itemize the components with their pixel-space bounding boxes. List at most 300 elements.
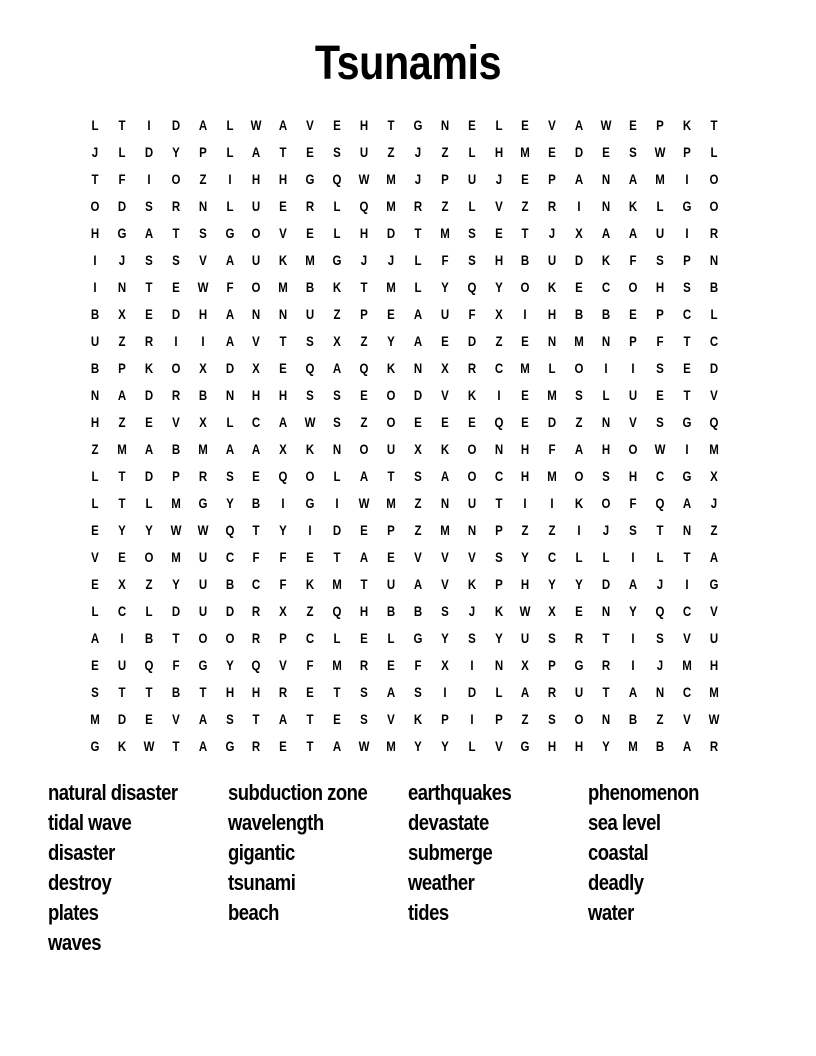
grid-letter-r21-c2[interactable]: T (145, 684, 153, 700)
grid-letter-r13-c0[interactable]: L (91, 468, 99, 484)
grid-letter-r4-c23[interactable]: R (709, 225, 718, 241)
grid-letter-r11-c9[interactable]: S (333, 414, 341, 430)
grid-letter-r18-c7[interactable]: X (279, 603, 288, 619)
grid-letter-r8-c10[interactable]: Z (360, 333, 368, 349)
grid-letter-r17-c12[interactable]: A (413, 576, 422, 592)
grid-letter-r14-c0[interactable]: L (91, 495, 99, 511)
grid-letter-r6-c22[interactable]: S (682, 279, 691, 295)
grid-letter-r22-c8[interactable]: T (306, 711, 314, 727)
grid-letter-r16-c12[interactable]: V (413, 549, 422, 565)
grid-letter-r13-c10[interactable]: A (359, 468, 369, 484)
grid-letter-r3-c0[interactable]: O (90, 198, 100, 214)
grid-letter-r18-c21[interactable]: Q (655, 603, 665, 619)
grid-letter-r1-c4[interactable]: P (198, 144, 207, 160)
grid-letter-r4-c10[interactable]: H (359, 225, 369, 241)
grid-letter-r16-c16[interactable]: Y (521, 549, 530, 565)
grid-letter-r17-c21[interactable]: J (656, 576, 664, 592)
grid-letter-r0-c6[interactable]: W (250, 117, 262, 133)
grid-letter-r6-c13[interactable]: Y (440, 279, 449, 295)
grid-letter-r5-c4[interactable]: V (198, 252, 207, 268)
grid-letter-r11-c17[interactable]: D (548, 414, 557, 430)
grid-letter-r2-c14[interactable]: U (467, 171, 476, 187)
grid-letter-r10-c13[interactable]: V (440, 387, 449, 403)
grid-letter-r14-c19[interactable]: O (601, 495, 611, 511)
grid-letter-r6-c5[interactable]: F (225, 279, 234, 295)
grid-letter-r5-c2[interactable]: S (144, 252, 153, 268)
grid-letter-r23-c3[interactable]: T (172, 738, 180, 754)
letter-grid[interactable] (82, 112, 734, 760)
grid-letter-r14-c10[interactable]: W (358, 495, 370, 511)
grid-letter-r3-c7[interactable]: E (279, 198, 288, 214)
grid-letter-r7-c22[interactable]: C (682, 306, 691, 322)
grid-letter-r21-c22[interactable]: C (682, 684, 691, 700)
grid-letter-r20-c20[interactable]: I (631, 657, 635, 673)
grid-letter-r12-c2[interactable]: A (144, 441, 153, 457)
grid-letter-r4-c22[interactable]: I (685, 225, 689, 241)
grid-letter-r13-c23[interactable]: X (709, 468, 718, 484)
grid-letter-r7-c18[interactable]: B (575, 306, 584, 322)
grid-letter-r23-c20[interactable]: M (628, 738, 638, 754)
grid-letter-r9-c1[interactable]: P (118, 360, 126, 376)
grid-letter-r18-c18[interactable]: E (575, 603, 584, 619)
grid-letter-r14-c16[interactable]: I (523, 495, 527, 511)
grid-letter-r7-c15[interactable]: X (494, 306, 503, 322)
grid-letter-r0-c19[interactable]: W (600, 117, 612, 133)
grid-letter-r17-c11[interactable]: U (386, 576, 396, 592)
grid-letter-r21-c13[interactable]: I (443, 684, 447, 700)
grid-letter-r7-c17[interactable]: H (548, 306, 557, 322)
grid-letter-r5-c0[interactable]: I (93, 252, 97, 268)
grid-letter-r12-c21[interactable]: W (654, 441, 666, 457)
grid-letter-r8-c13[interactable]: E (440, 333, 449, 349)
grid-letter-r8-c20[interactable]: P (629, 333, 637, 349)
grid-letter-r2-c11[interactable]: M (386, 171, 396, 187)
grid-letter-r15-c17[interactable]: Z (548, 522, 556, 538)
grid-letter-r12-c3[interactable]: B (171, 441, 180, 457)
grid-letter-r3-c13[interactable]: Z (441, 198, 449, 214)
grid-letter-r21-c23[interactable]: M (708, 684, 719, 700)
grid-letter-r4-c4[interactable]: S (198, 225, 207, 241)
grid-letter-r11-c1[interactable]: Z (118, 414, 126, 430)
grid-letter-r21-c10[interactable]: S (360, 684, 368, 700)
grid-letter-r20-c15[interactable]: N (494, 657, 503, 673)
grid-letter-r0-c23[interactable]: T (710, 117, 718, 133)
grid-letter-r18-c15[interactable]: K (494, 603, 503, 619)
grid-letter-r12-c5[interactable]: A (225, 441, 234, 457)
grid-letter-r20-c6[interactable]: Q (251, 657, 261, 673)
grid-letter-r17-c9[interactable]: M (332, 576, 342, 592)
grid-letter-r16-c1[interactable]: E (118, 549, 126, 565)
grid-letter-r20-c3[interactable]: F (172, 657, 180, 673)
grid-letter-r19-c5[interactable]: O (225, 630, 234, 646)
grid-letter-r16-c15[interactable]: S (494, 549, 503, 565)
grid-letter-r7-c5[interactable]: A (225, 306, 234, 322)
grid-letter-r21-c0[interactable]: S (91, 684, 99, 700)
grid-letter-r22-c16[interactable]: Z (521, 711, 529, 727)
grid-letter-r5-c11[interactable]: J (387, 252, 395, 268)
grid-letter-r8-c8[interactable]: S (306, 333, 315, 349)
grid-letter-r13-c11[interactable]: T (387, 468, 395, 484)
grid-letter-r1-c20[interactable]: S (629, 144, 637, 160)
grid-letter-r11-c16[interactable]: E (521, 414, 530, 430)
grid-letter-r2-c19[interactable]: N (601, 171, 611, 187)
grid-letter-r16-c14[interactable]: V (467, 549, 476, 565)
grid-letter-r23-c19[interactable]: Y (602, 738, 610, 754)
grid-letter-r1-c5[interactable]: L (225, 144, 234, 160)
grid-letter-r10-c5[interactable]: N (225, 387, 234, 403)
grid-letter-r9-c15[interactable]: C (494, 360, 503, 376)
grid-letter-r3-c2[interactable]: S (144, 198, 153, 214)
grid-letter-r10-c11[interactable]: O (386, 387, 396, 403)
grid-letter-r19-c4[interactable]: O (198, 630, 208, 646)
grid-letter-r7-c13[interactable]: U (440, 306, 449, 322)
grid-letter-r9-c21[interactable]: S (656, 360, 664, 376)
grid-letter-r10-c15[interactable]: I (496, 387, 501, 403)
grid-letter-r17-c7[interactable]: F (279, 576, 287, 592)
grid-letter-r8-c18[interactable]: M (574, 333, 584, 349)
grid-letter-r18-c0[interactable]: L (91, 603, 99, 619)
grid-letter-r0-c13[interactable]: N (440, 117, 449, 133)
grid-letter-r2-c22[interactable]: I (685, 171, 689, 187)
grid-letter-r16-c5[interactable]: C (225, 549, 234, 565)
grid-letter-r11-c3[interactable]: V (171, 414, 180, 430)
grid-letter-r4-c17[interactable]: J (549, 225, 556, 241)
grid-letter-r10-c2[interactable]: D (144, 387, 153, 403)
grid-letter-r3-c23[interactable]: O (709, 198, 719, 214)
grid-letter-r2-c3[interactable]: O (171, 171, 181, 187)
grid-letter-r6-c8[interactable]: B (306, 279, 315, 295)
grid-letter-r23-c17[interactable]: H (548, 738, 557, 754)
grid-letter-r11-c7[interactable]: A (279, 414, 288, 430)
grid-letter-r16-c22[interactable]: T (683, 549, 691, 565)
grid-letter-r3-c6[interactable]: U (252, 198, 261, 214)
grid-letter-r0-c17[interactable]: V (548, 117, 557, 133)
grid-letter-r12-c11[interactable]: U (386, 441, 396, 457)
grid-letter-r13-c4[interactable]: R (198, 468, 207, 484)
grid-letter-r16-c17[interactable]: C (548, 549, 557, 565)
grid-letter-r2-c17[interactable]: P (548, 171, 557, 187)
grid-letter-r16-c9[interactable]: T (333, 549, 341, 565)
grid-letter-r22-c19[interactable]: N (601, 711, 611, 727)
grid-letter-r1-c14[interactable]: L (468, 144, 476, 160)
grid-letter-r7-c8[interactable]: U (306, 306, 315, 322)
grid-letter-r11-c10[interactable]: Z (360, 414, 368, 430)
grid-letter-r6-c19[interactable]: C (601, 279, 611, 295)
grid-letter-r23-c7[interactable]: E (279, 738, 288, 754)
grid-letter-r15-c14[interactable]: N (467, 522, 476, 538)
grid-letter-r4-c20[interactable]: A (628, 225, 638, 241)
grid-letter-r16-c0[interactable]: V (91, 549, 99, 565)
grid-letter-r9-c10[interactable]: Q (359, 360, 369, 376)
grid-letter-r2-c13[interactable]: P (440, 171, 449, 187)
grid-letter-r14-c23[interactable]: J (710, 495, 717, 511)
grid-letter-r3-c11[interactable]: M (386, 198, 396, 214)
grid-letter-r1-c13[interactable]: Z (441, 144, 449, 160)
grid-letter-r7-c14[interactable]: F (468, 306, 476, 322)
grid-letter-r15-c1[interactable]: Y (118, 522, 126, 538)
grid-letter-r12-c6[interactable]: A (252, 441, 261, 457)
grid-letter-r18-c23[interactable]: V (709, 603, 718, 619)
grid-letter-r11-c19[interactable]: N (601, 414, 611, 430)
grid-letter-r15-c7[interactable]: Y (279, 522, 288, 538)
grid-letter-r8-c7[interactable]: T (279, 333, 287, 349)
grid-letter-r1-c6[interactable]: A (252, 144, 261, 160)
grid-letter-r3-c15[interactable]: V (494, 198, 503, 214)
grid-letter-r2-c5[interactable]: I (227, 171, 232, 187)
grid-letter-r6-c18[interactable]: E (575, 279, 584, 295)
grid-letter-r5-c21[interactable]: S (656, 252, 664, 268)
grid-letter-r8-c4[interactable]: I (200, 333, 205, 349)
grid-letter-r15-c18[interactable]: I (577, 522, 581, 538)
grid-letter-r11-c23[interactable]: Q (709, 414, 719, 430)
grid-letter-r21-c4[interactable]: T (199, 684, 207, 700)
grid-letter-r9-c11[interactable]: K (386, 360, 396, 376)
grid-letter-r19-c17[interactable]: S (548, 630, 557, 646)
grid-letter-r20-c7[interactable]: V (279, 657, 288, 673)
grid-letter-r1-c1[interactable]: L (118, 144, 126, 160)
grid-letter-r4-c11[interactable]: D (386, 225, 396, 241)
grid-letter-r17-c17[interactable]: Y (548, 576, 557, 592)
grid-letter-r4-c8[interactable]: E (306, 225, 315, 241)
grid-letter-r2-c8[interactable]: G (305, 171, 315, 187)
grid-letter-r3-c3[interactable]: R (171, 198, 180, 214)
grid-letter-r14-c21[interactable]: Q (655, 495, 665, 511)
grid-letter-r22-c12[interactable]: K (413, 711, 422, 727)
grid-letter-r0-c8[interactable]: V (306, 117, 315, 133)
grid-letter-r9-c7[interactable]: E (279, 360, 288, 376)
grid-letter-r4-c13[interactable]: M (439, 225, 450, 241)
grid-letter-r22-c2[interactable]: E (144, 711, 153, 727)
grid-letter-r15-c10[interactable]: E (360, 522, 368, 538)
grid-letter-r3-c21[interactable]: L (656, 198, 664, 214)
grid-letter-r16-c2[interactable]: O (144, 549, 154, 565)
grid-letter-r5-c23[interactable]: N (709, 252, 718, 268)
grid-letter-r12-c20[interactable]: O (628, 441, 638, 457)
grid-letter-r20-c2[interactable]: Q (144, 657, 154, 673)
grid-letter-r20-c13[interactable]: X (440, 657, 449, 673)
grid-letter-r2-c7[interactable]: H (279, 171, 288, 187)
grid-letter-r9-c22[interactable]: E (682, 360, 691, 376)
grid-letter-r23-c13[interactable]: Y (440, 738, 449, 754)
grid-letter-r12-c14[interactable]: O (467, 441, 477, 457)
grid-letter-r17-c19[interactable]: D (601, 576, 611, 592)
grid-letter-r2-c12[interactable]: J (414, 171, 421, 187)
grid-letter-r7-c1[interactable]: X (118, 306, 126, 322)
grid-letter-r18-c3[interactable]: D (171, 603, 180, 619)
grid-letter-r12-c1[interactable]: M (117, 441, 127, 457)
grid-letter-r15-c5[interactable]: Q (225, 522, 234, 538)
grid-letter-r23-c2[interactable]: W (143, 738, 155, 754)
grid-letter-r19-c19[interactable]: T (602, 630, 610, 646)
grid-letter-r9-c19[interactable]: I (604, 360, 608, 376)
grid-letter-r23-c5[interactable]: G (225, 738, 234, 754)
grid-letter-r3-c8[interactable]: R (306, 198, 315, 214)
grid-letter-r6-c16[interactable]: O (520, 279, 530, 295)
grid-letter-r6-c1[interactable]: N (117, 279, 127, 295)
grid-letter-r1-c19[interactable]: E (602, 144, 610, 160)
grid-letter-r19-c14[interactable]: S (467, 630, 476, 646)
grid-letter-r21-c20[interactable]: A (628, 684, 638, 700)
grid-letter-r0-c9[interactable]: E (333, 117, 341, 133)
grid-letter-r3-c17[interactable]: R (548, 198, 557, 214)
grid-letter-r12-c18[interactable]: A (575, 441, 584, 457)
grid-letter-r18-c9[interactable]: Q (332, 603, 342, 619)
grid-letter-r2-c6[interactable]: H (252, 171, 261, 187)
grid-letter-r19-c23[interactable]: U (709, 630, 718, 646)
grid-letter-r10-c18[interactable]: S (575, 387, 584, 403)
grid-letter-r22-c15[interactable]: P (494, 711, 503, 727)
grid-letter-r22-c9[interactable]: E (333, 711, 341, 727)
grid-letter-r0-c14[interactable]: E (467, 117, 476, 133)
grid-letter-r13-c12[interactable]: S (413, 468, 422, 484)
grid-letter-r9-c18[interactable]: O (574, 360, 584, 376)
grid-letter-r6-c11[interactable]: M (386, 279, 396, 295)
grid-letter-r15-c12[interactable]: Z (414, 522, 422, 538)
grid-letter-r5-c20[interactable]: F (629, 252, 637, 268)
grid-letter-r8-c5[interactable]: A (225, 333, 234, 349)
grid-letter-r14-c8[interactable]: G (305, 495, 315, 511)
grid-letter-r9-c13[interactable]: X (440, 360, 449, 376)
grid-letter-r4-c16[interactable]: T (521, 225, 529, 241)
grid-letter-r11-c12[interactable]: E (413, 414, 422, 430)
grid-letter-r11-c4[interactable]: X (198, 414, 207, 430)
grid-letter-r11-c6[interactable]: C (252, 414, 261, 430)
grid-letter-r0-c5[interactable]: L (225, 117, 234, 133)
grid-letter-r15-c22[interactable]: N (682, 522, 691, 538)
grid-letter-r12-c16[interactable]: H (521, 441, 530, 457)
grid-letter-r9-c17[interactable]: L (548, 360, 556, 376)
grid-letter-r10-c4[interactable]: B (198, 387, 207, 403)
grid-letter-r10-c23[interactable]: V (709, 387, 718, 403)
grid-letter-r9-c8[interactable]: Q (305, 360, 315, 376)
grid-letter-r8-c22[interactable]: T (683, 333, 691, 349)
grid-letter-r3-c22[interactable]: G (682, 198, 692, 214)
grid-letter-r7-c16[interactable]: I (523, 306, 527, 322)
grid-letter-r12-c4[interactable]: M (197, 441, 208, 457)
grid-letter-r10-c0[interactable]: N (90, 387, 100, 403)
grid-letter-r16-c8[interactable]: E (306, 549, 315, 565)
grid-letter-r6-c12[interactable]: L (414, 279, 422, 295)
grid-letter-r10-c10[interactable]: E (360, 387, 368, 403)
grid-letter-r8-c21[interactable]: F (656, 333, 664, 349)
grid-letter-r12-c12[interactable]: X (413, 441, 422, 457)
grid-letter-r7-c4[interactable]: H (198, 306, 207, 322)
grid-letter-r21-c16[interactable]: A (521, 684, 530, 700)
grid-letter-r21-c3[interactable]: B (171, 684, 180, 700)
grid-letter-r18-c1[interactable]: C (117, 603, 127, 619)
grid-letter-r18-c13[interactable]: S (440, 603, 449, 619)
grid-letter-r11-c15[interactable]: Q (494, 414, 503, 430)
grid-letter-r18-c20[interactable]: Y (629, 603, 637, 619)
grid-letter-r5-c9[interactable]: G (332, 252, 342, 268)
grid-letter-r9-c6[interactable]: X (252, 360, 261, 376)
grid-letter-r20-c19[interactable]: R (601, 657, 611, 673)
grid-letter-r13-c20[interactable]: H (628, 468, 638, 484)
grid-letter-r19-c7[interactable]: P (279, 630, 288, 646)
grid-letter-r15-c9[interactable]: D (332, 522, 342, 538)
grid-letter-r2-c21[interactable]: M (655, 171, 665, 187)
grid-letter-r17-c10[interactable]: T (360, 576, 368, 592)
grid-letter-r5-c22[interactable]: P (682, 252, 691, 268)
grid-letter-r4-c1[interactable]: G (117, 225, 127, 241)
grid-letter-r8-c19[interactable]: N (601, 333, 611, 349)
grid-letter-r11-c2[interactable]: E (144, 414, 153, 430)
grid-letter-r4-c18[interactable]: X (575, 225, 584, 241)
grid-letter-r7-c21[interactable]: P (656, 306, 664, 322)
grid-letter-r15-c15[interactable]: P (494, 522, 503, 538)
grid-letter-r22-c13[interactable]: P (440, 711, 449, 727)
grid-letter-r3-c1[interactable]: D (117, 198, 127, 214)
grid-letter-r21-c18[interactable]: U (575, 684, 584, 700)
grid-letter-r5-c1[interactable]: J (118, 252, 126, 268)
grid-letter-r22-c22[interactable]: V (682, 711, 691, 727)
grid-letter-r14-c18[interactable]: K (575, 495, 584, 511)
grid-letter-r19-c21[interactable]: S (656, 630, 664, 646)
grid-letter-r9-c20[interactable]: I (631, 360, 635, 376)
grid-letter-r14-c5[interactable]: Y (225, 495, 234, 511)
grid-letter-r6-c10[interactable]: T (360, 279, 368, 295)
grid-letter-r14-c17[interactable]: I (550, 495, 554, 511)
grid-letter-r9-c0[interactable]: B (90, 360, 100, 376)
grid-letter-r17-c0[interactable]: E (91, 576, 99, 592)
grid-letter-r14-c11[interactable]: M (386, 495, 396, 511)
grid-letter-r7-c12[interactable]: A (413, 306, 422, 322)
grid-letter-r13-c1[interactable]: T (118, 468, 126, 484)
grid-letter-r13-c9[interactable]: L (333, 468, 341, 484)
grid-letter-r5-c6[interactable]: U (252, 252, 261, 268)
grid-letter-r5-c19[interactable]: K (601, 252, 611, 268)
grid-letter-r13-c19[interactable]: S (602, 468, 610, 484)
grid-letter-r23-c11[interactable]: M (386, 738, 396, 754)
grid-letter-r1-c21[interactable]: W (654, 144, 666, 160)
grid-letter-r18-c11[interactable]: B (386, 603, 396, 619)
grid-letter-r22-c20[interactable]: B (628, 711, 638, 727)
grid-letter-r11-c8[interactable]: W (304, 414, 316, 430)
grid-letter-r18-c4[interactable]: U (198, 603, 207, 619)
grid-letter-r13-c14[interactable]: O (467, 468, 477, 484)
grid-letter-r20-c18[interactable]: G (574, 657, 584, 673)
grid-letter-r17-c5[interactable]: B (225, 576, 234, 592)
grid-letter-r2-c2[interactable]: I (147, 171, 151, 187)
grid-letter-r4-c6[interactable]: O (251, 225, 261, 241)
grid-letter-r12-c9[interactable]: N (332, 441, 342, 457)
grid-letter-r9-c12[interactable]: N (413, 360, 422, 376)
grid-letter-r9-c9[interactable]: A (332, 360, 342, 376)
grid-letter-r15-c21[interactable]: T (656, 522, 664, 538)
grid-letter-r19-c13[interactable]: Y (440, 630, 449, 646)
grid-letter-r14-c2[interactable]: L (145, 495, 153, 511)
grid-letter-r1-c17[interactable]: E (548, 144, 557, 160)
grid-letter-r15-c4[interactable]: W (197, 522, 209, 538)
grid-letter-r20-c21[interactable]: J (656, 657, 664, 673)
grid-letter-r15-c11[interactable]: P (387, 522, 395, 538)
grid-letter-r0-c15[interactable]: L (494, 117, 503, 133)
grid-letter-r5-c17[interactable]: U (548, 252, 557, 268)
grid-letter-r20-c16[interactable]: X (521, 657, 530, 673)
grid-letter-r0-c7[interactable]: A (279, 117, 288, 133)
grid-letter-r20-c8[interactable]: F (306, 657, 314, 673)
grid-letter-r22-c10[interactable]: S (360, 711, 368, 727)
grid-letter-r13-c16[interactable]: H (521, 468, 530, 484)
grid-letter-r21-c11[interactable]: A (386, 684, 396, 700)
grid-letter-r2-c1[interactable]: F (118, 171, 126, 187)
grid-letter-r21-c8[interactable]: E (306, 684, 315, 700)
grid-letter-r16-c11[interactable]: E (387, 549, 395, 565)
grid-letter-r12-c17[interactable]: F (548, 441, 556, 457)
grid-letter-r17-c6[interactable]: C (252, 576, 261, 592)
grid-letter-r18-c10[interactable]: H (359, 603, 369, 619)
grid-letter-r22-c23[interactable]: W (708, 711, 720, 727)
